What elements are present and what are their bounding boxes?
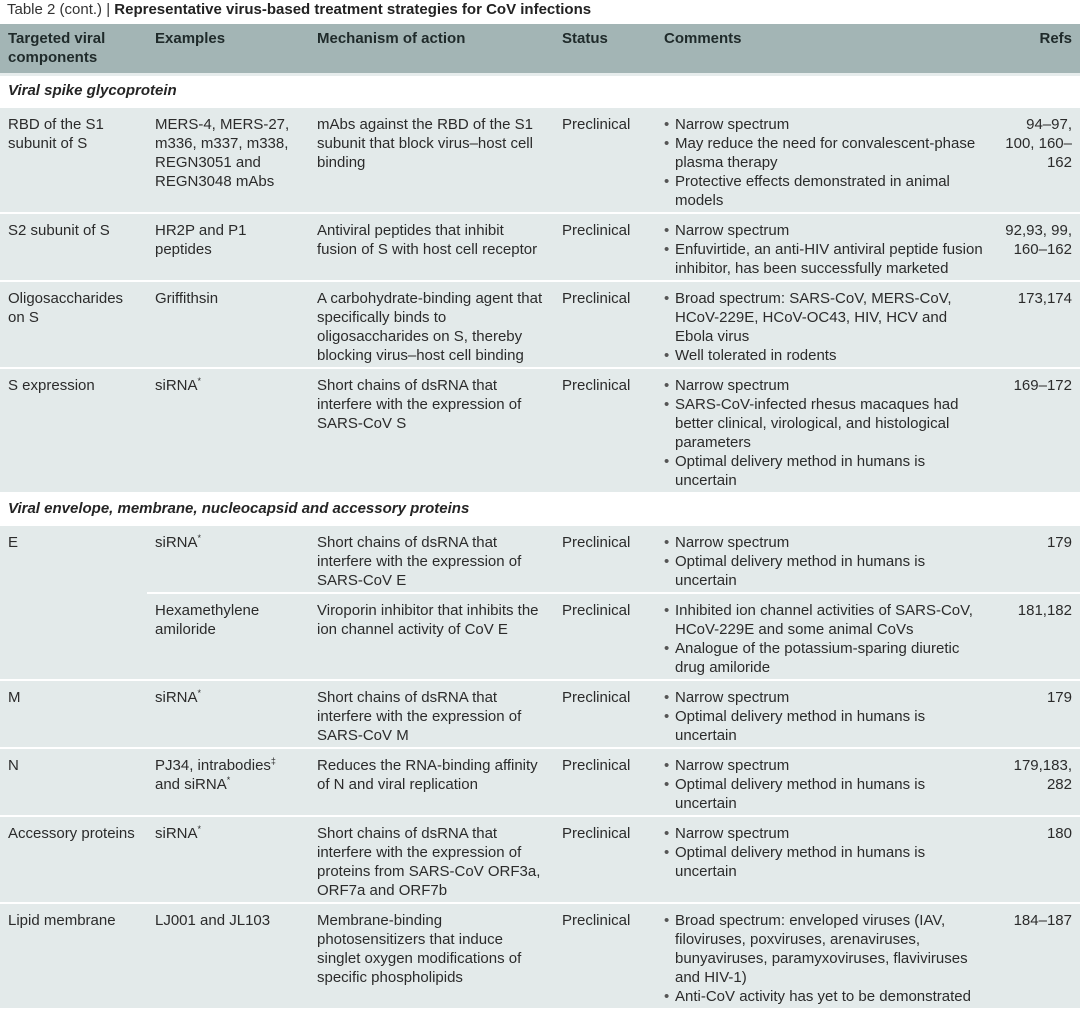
comment-list (664, 756, 988, 813)
table-row-rbd (0, 107, 1080, 213)
cell-examples: Griffithsin (147, 281, 309, 368)
footnote-mark: * (197, 533, 202, 543)
cell-target: Lipid membrane (0, 903, 147, 1008)
comment-list (664, 824, 988, 881)
cell-target: Accessory proteins (0, 816, 147, 903)
table-row-s-expression (0, 368, 1080, 493)
examples-text: siRNA (155, 377, 198, 394)
caption-title: Representative virus-based treatment strategies for CoV infections (114, 1, 592, 18)
comment-item: • Narrow spectrum (664, 221, 988, 240)
footnote-mark: * (226, 775, 231, 785)
examples-text: siRNA (155, 534, 198, 551)
footnote-mark: * (197, 824, 202, 834)
cell-target: RBD of the S1 subunit of S (0, 107, 147, 213)
examples-text: siRNA (155, 825, 198, 842)
cell-comments (656, 368, 996, 493)
cell-status: Preclinical (554, 903, 656, 1008)
comment-item: • Inhibited ion channel activities of SARS-CoV, HCoV-229E and some animal CoVs (664, 601, 988, 639)
cell-refs: 181,182 (996, 593, 1080, 680)
cell-refs: 179,183, 282 (996, 748, 1080, 816)
cell-target: M (0, 680, 147, 748)
comment-item: • Narrow spectrum (664, 376, 988, 395)
cell-examples: Hexamethylene amiloride (147, 593, 309, 680)
cell-status: Preclinical (554, 525, 656, 593)
comment-list (664, 289, 988, 365)
treatment-table (0, 24, 1080, 1008)
table-row-s2 (0, 213, 1080, 281)
comment-item: • Narrow spectrum (664, 824, 988, 843)
cell-mechanism: Viroporin inhibitor that inhibits the ion channel activity of CoV E (309, 593, 554, 680)
cell-status: Preclinical (554, 107, 656, 213)
cell-refs: 179 (996, 680, 1080, 748)
comment-item: • Broad spectrum: enveloped viruses (IAV, filoviruses, poxviruses, arenaviruses, bunyaviruses, paramyxoviruses, flaviviruses and HIV-1) (664, 911, 988, 987)
footnote-mark: * (197, 376, 202, 386)
comment-item: • Optimal delivery method in humans is uncertain (664, 775, 988, 813)
cell-refs: 184–187 (996, 903, 1080, 1008)
cell-examples (147, 525, 309, 593)
header-target: Targeted viral components (0, 24, 147, 75)
cell-mechanism: Short chains of dsRNA that interfere with the expression of SARS-CoV E (309, 525, 554, 593)
comment-item: • May reduce the need for convalescent-phase plasma therapy (664, 134, 988, 172)
section-title-envelope: Viral envelope, membrane, nucleocapsid and accessory proteins (0, 493, 1080, 525)
cell-comments (656, 680, 996, 748)
cell-examples (147, 368, 309, 493)
comment-item: • Optimal delivery method in humans is uncertain (664, 843, 988, 881)
comment-list (664, 376, 988, 490)
comment-item: • Optimal delivery method in humans is uncertain (664, 452, 988, 490)
header-examples: Examples (147, 24, 309, 75)
cell-examples (147, 680, 309, 748)
cell-status: Preclinical (554, 213, 656, 281)
cell-status: Preclinical (554, 368, 656, 493)
section-row-spike (0, 75, 1080, 108)
examples-text: siRNA (155, 689, 198, 706)
cell-target: N (0, 748, 147, 816)
comment-item: • Enfuvirtide, an anti-HIV antiviral peptide fusion inhibitor, has been successfully marketed (664, 240, 988, 278)
comment-item: • Analogue of the potassium-sparing diuretic drug amiloride (664, 639, 988, 677)
cell-refs: 180 (996, 816, 1080, 903)
cell-status: Preclinical (554, 680, 656, 748)
comment-list (664, 115, 988, 210)
comment-list (664, 688, 988, 745)
footnote-mark: * (197, 688, 202, 698)
cell-mechanism: Short chains of dsRNA that interfere with the expression of proteins from SARS-CoV ORF3a, ORF7a and ORF7b (309, 816, 554, 903)
section-title-spike: Viral spike glycoprotein (0, 75, 1080, 108)
comment-list (664, 221, 988, 278)
table-row-m (0, 680, 1080, 748)
cell-comments (656, 107, 996, 213)
cell-status: Preclinical (554, 748, 656, 816)
cell-refs: 179 (996, 525, 1080, 593)
footnote-mark: ‡ (270, 756, 276, 766)
header-status: Status (554, 24, 656, 75)
cell-examples (147, 748, 309, 816)
comment-item: • Well tolerated in rodents (664, 346, 988, 365)
cell-refs: 92,93, 99, 160–162 (996, 213, 1080, 281)
cell-comments (656, 593, 996, 680)
examples-text: PJ34, intrabodies (155, 757, 271, 774)
comment-item: • Narrow spectrum (664, 756, 988, 775)
cell-comments (656, 748, 996, 816)
cell-refs: 169–172 (996, 368, 1080, 493)
header-refs: Refs (996, 24, 1080, 75)
cell-status: Preclinical (554, 281, 656, 368)
cell-examples: LJ001 and JL103 (147, 903, 309, 1008)
comment-list (664, 911, 988, 1006)
comment-item: • SARS-CoV-infected rhesus macaques had better clinical, virological, and histological parameters (664, 395, 988, 452)
caption-prefix: Table 2 (cont.) | (7, 1, 115, 18)
table-row-oligosaccharides (0, 281, 1080, 368)
cell-examples (147, 816, 309, 903)
cell-status: Preclinical (554, 593, 656, 680)
cell-status: Preclinical (554, 816, 656, 903)
table-caption (0, 0, 1080, 24)
comment-item: • Narrow spectrum (664, 688, 988, 707)
cell-examples: HR2P and P1 peptides (147, 213, 309, 281)
cell-mechanism: A carbohydrate-binding agent that specifically binds to oligosaccharides on S, thereby blocking virus–host cell binding (309, 281, 554, 368)
cell-mechanism: Short chains of dsRNA that interfere with the expression of SARS-CoV M (309, 680, 554, 748)
comment-list (664, 533, 988, 590)
table-row-lipid (0, 903, 1080, 1008)
cell-comments (656, 525, 996, 593)
examples-text: and siRNA (155, 776, 227, 793)
table-row-n (0, 748, 1080, 816)
header-mechanism: Mechanism of action (309, 24, 554, 75)
cell-target: E (0, 525, 147, 680)
cell-target: S2 subunit of S (0, 213, 147, 281)
header-comments: Comments (656, 24, 996, 75)
comment-item: • Anti-CoV activity has yet to be demonstrated (664, 987, 988, 1006)
table-row-e-hexamethylene (0, 593, 1080, 680)
cell-examples: MERS-4, MERS-27, m336, m337, m338, REGN3051 and REGN3048 mAbs (147, 107, 309, 213)
cell-refs: 94–97, 100, 160–162 (996, 107, 1080, 213)
comment-list (664, 601, 988, 677)
table-row-e-sirna (0, 525, 1080, 593)
header-row (0, 24, 1080, 75)
comment-item: • Optimal delivery method in humans is uncertain (664, 552, 988, 590)
cell-refs: 173,174 (996, 281, 1080, 368)
cell-mechanism: Short chains of dsRNA that interfere with the expression of SARS-CoV S (309, 368, 554, 493)
cell-comments (656, 213, 996, 281)
table-row-accessory (0, 816, 1080, 903)
cell-comments (656, 816, 996, 903)
comment-item: • Narrow spectrum (664, 533, 988, 552)
cell-comments (656, 281, 996, 368)
comment-item: • Optimal delivery method in humans is uncertain (664, 707, 988, 745)
cell-mechanism: Reduces the RNA-binding affinity of N and viral replication (309, 748, 554, 816)
cell-mechanism: mAbs against the RBD of the S1 subunit that block virus–host cell binding (309, 107, 554, 213)
comment-item: • Broad spectrum: SARS-CoV, MERS-CoV, HCoV-229E, HCoV-OC43, HIV, HCV and Ebola virus (664, 289, 988, 346)
cell-target: Oligosaccharides on S (0, 281, 147, 368)
comment-item: • Narrow spectrum (664, 115, 988, 134)
cell-comments (656, 903, 996, 1008)
cell-target: S expression (0, 368, 147, 493)
comment-item: • Protective effects demonstrated in animal models (664, 172, 988, 210)
cell-mechanism: Antiviral peptides that inhibit fusion of S with host cell receptor (309, 213, 554, 281)
section-row-envelope (0, 493, 1080, 525)
cell-mechanism: Membrane-binding photosensitizers that induce singlet oxygen modifications of specific phospholipids (309, 903, 554, 1008)
